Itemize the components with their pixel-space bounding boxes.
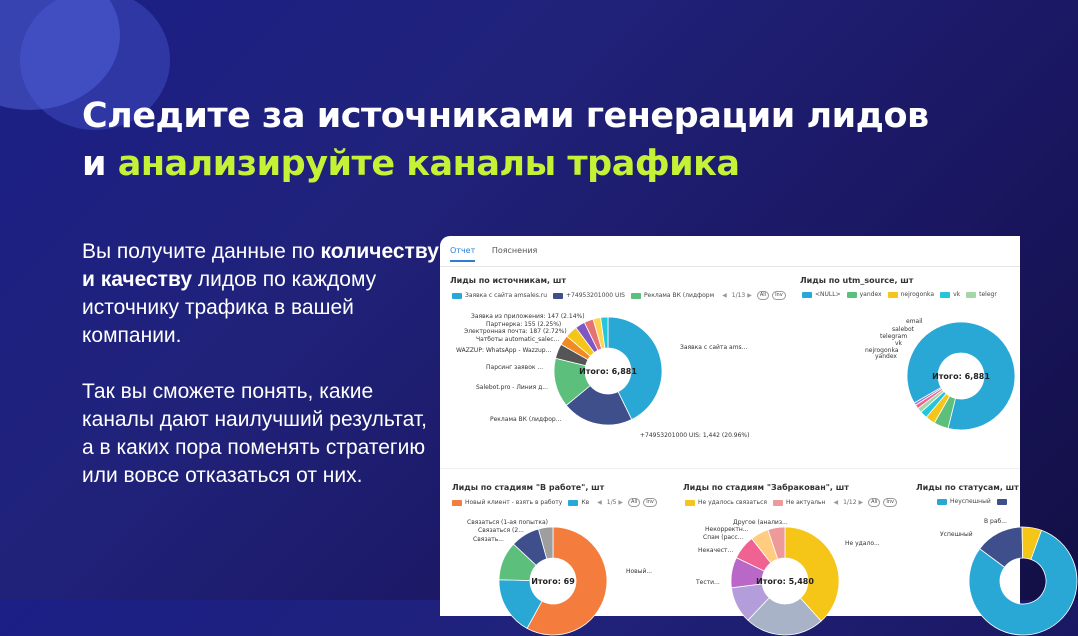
pie-label: +74953201000 UIS: 1,442 (20.96%) — [640, 432, 750, 439]
pie-label: telegram — [880, 333, 908, 340]
legend-swatch — [452, 500, 462, 506]
legend-label: <NULL> — [815, 291, 841, 298]
legend-label: Новый клиент - взять в работу — [465, 499, 563, 506]
legend-label: Не удалось связаться — [698, 499, 767, 506]
tab-bar — [450, 246, 551, 266]
prev-arrow-icon[interactable]: ◀ — [597, 499, 602, 506]
pie-chart-in-work — [498, 526, 608, 636]
pie-label: Связаться (2... — [478, 527, 524, 534]
card-statuses — [916, 483, 1019, 492]
legend-label: yandex — [859, 291, 882, 298]
pie-label: Некорректн... — [705, 526, 749, 533]
pie-label: Некачест... — [698, 547, 734, 554]
prev-arrow-icon[interactable]: ◀ — [722, 292, 727, 299]
inv-toggle[interactable]: Inv — [883, 498, 897, 507]
pie-label: Связать... — [473, 536, 504, 543]
pie-chart-statuses — [968, 526, 1078, 636]
tab-divider — [440, 266, 1020, 267]
paragraph-strategy: Так вы сможете понять, какие каналы дают наилучший результат, а в каких пора поменять стратегию или вовсе отказаться от них. — [82, 380, 427, 487]
pie-label: Успешный — [940, 531, 973, 538]
paragraph-quantity — [82, 238, 442, 350]
legend-item[interactable] — [452, 292, 547, 299]
card-title: Лиды по статусам, шт — [916, 483, 1019, 492]
dashboard-screenshot — [440, 236, 1020, 616]
pie-chart-utm — [906, 321, 1016, 431]
legend-item[interactable] — [685, 499, 767, 506]
row-divider — [440, 468, 1020, 469]
legend-swatch — [631, 293, 641, 299]
pie-label: Salebot.pro - Линия д... — [476, 384, 548, 391]
pie-label: Реклама ВК (лидфор... — [490, 416, 562, 423]
pie-total-label: Итого: 6,881 — [579, 367, 637, 376]
next-arrow-icon[interactable]: ▶ — [618, 499, 624, 506]
legend-label: telegr — [979, 291, 997, 298]
legend-item[interactable] — [966, 291, 997, 298]
legend-item[interactable] — [937, 498, 991, 505]
legend-label: Заявка с сайта amsales.ru — [465, 292, 548, 299]
legend-swatch — [685, 500, 695, 506]
pie-label: Заявка из приложения: 147 (2.14%) — [471, 313, 585, 320]
pie-label: WAZZUP: WhatsApp - Wazzup... — [456, 347, 552, 354]
pie-label: yandex — [875, 353, 897, 360]
pie-label: salebot — [892, 326, 914, 333]
pie-total-label: Итого: 6,881 — [932, 372, 990, 381]
pie-label: Другое (анализ... — [733, 519, 788, 526]
legend-rejected — [685, 498, 897, 507]
prev-arrow-icon[interactable]: ◀ — [833, 499, 839, 506]
headline — [82, 92, 942, 188]
next-arrow-icon[interactable]: ▶ — [858, 499, 864, 506]
pie-label: Тести... — [696, 579, 720, 586]
legend-swatch — [888, 292, 898, 298]
legend-item[interactable] — [847, 291, 882, 298]
legend-item[interactable] — [888, 291, 935, 298]
legend-swatch — [452, 293, 462, 299]
legend-swatch — [553, 293, 563, 299]
description — [82, 238, 442, 490]
pie-total-label: Итого: 69 — [531, 577, 575, 586]
card-title: Лиды по utm_source, шт — [800, 276, 914, 285]
legend-item[interactable] — [802, 291, 841, 298]
pie-label: Связаться (1-ая попытка) — [467, 519, 548, 526]
all-toggle[interactable]: All — [868, 498, 880, 507]
card-title: Лиды по стадиям "Забракован", шт — [683, 483, 849, 492]
inv-toggle[interactable]: Inv — [772, 291, 786, 300]
legend-sources — [452, 291, 786, 300]
pie-label: vk — [895, 340, 903, 347]
inv-toggle[interactable]: Inv — [643, 498, 657, 507]
legend-swatch — [997, 499, 1007, 505]
legend-swatch — [773, 500, 783, 506]
card-rejected — [683, 483, 849, 492]
legend-label: +74953201000 UIS — [566, 292, 625, 299]
paragraph-text: Вы получите данные по — [82, 240, 321, 263]
legend-in-work — [452, 498, 657, 507]
legend-pager: 1/13 — [731, 292, 746, 299]
card-utm-source — [800, 276, 913, 285]
paragraph-text: лидов по каждому источнику трафика в вашей компании. — [82, 268, 377, 347]
legend-statuses — [937, 498, 1016, 505]
legend-item[interactable] — [631, 292, 714, 299]
pie-label: nejrogonka — [865, 347, 899, 354]
pie-label: Электронная почта: 187 (2.72%) — [464, 328, 567, 335]
pie-label: email — [906, 318, 923, 325]
legend-item[interactable] — [568, 499, 589, 506]
pie-label: Не удало... — [845, 540, 880, 547]
legend-item[interactable] — [940, 291, 960, 298]
pie-label: В раб... — [984, 518, 1007, 525]
legend-swatch — [802, 292, 812, 298]
all-toggle[interactable]: All — [757, 291, 769, 300]
pie-chart-rejected — [730, 526, 840, 636]
card-title: Лиды по источникам, шт — [450, 276, 566, 285]
pie-label: Партнерка: 155 (2.25%) — [486, 321, 562, 328]
legend-label: Реклама ВК (лидформ — [643, 292, 715, 299]
next-arrow-icon[interactable]: ▶ — [747, 292, 752, 299]
card-title: Лиды по стадиям "В работе", шт — [452, 483, 605, 492]
pie-label: Заявка с сайта ams... — [680, 344, 748, 351]
legend-label: Не актуальн — [786, 499, 826, 506]
legend-swatch — [568, 500, 578, 506]
pie-chart-sources — [553, 316, 663, 426]
legend-pager: 1/5 — [606, 499, 617, 506]
legend-item[interactable] — [773, 499, 825, 506]
pie-label: Спам (расс... — [703, 534, 744, 541]
legend-item[interactable] — [452, 499, 562, 506]
headline-accent: анализируйте каналы трафика — [117, 144, 740, 184]
all-toggle[interactable]: All — [628, 498, 640, 507]
tab-report[interactable]: Отчет — [450, 246, 475, 262]
legend-swatch — [937, 499, 947, 505]
pie-label: Парсинг заявок ... — [486, 364, 544, 371]
legend-swatch — [940, 292, 950, 298]
legend-item[interactable] — [553, 292, 625, 299]
card-sources — [450, 276, 566, 285]
legend-label: Неуспешный — [950, 498, 991, 505]
pie-label: Новый... — [626, 568, 653, 575]
legend-swatch — [966, 292, 976, 298]
legend-label: nejrogonka — [900, 291, 935, 298]
paragraph-bold: количеству и качеству — [82, 240, 439, 291]
legend-utm — [802, 291, 1003, 298]
legend-label: Кв — [581, 499, 590, 506]
pie-label: Чатботы automatic_salec... — [476, 336, 560, 343]
tab-explanations[interactable]: Пояснения — [491, 246, 538, 255]
legend-item[interactable] — [997, 499, 1010, 505]
pie-total-label: Итого: 5,480 — [756, 577, 814, 586]
headline-text: Следите за источниками генерации лидов и — [82, 96, 929, 184]
legend-label: vk — [953, 291, 961, 298]
legend-pager: 1/12 — [843, 499, 857, 506]
card-in-work — [452, 483, 604, 492]
legend-swatch — [847, 292, 857, 298]
